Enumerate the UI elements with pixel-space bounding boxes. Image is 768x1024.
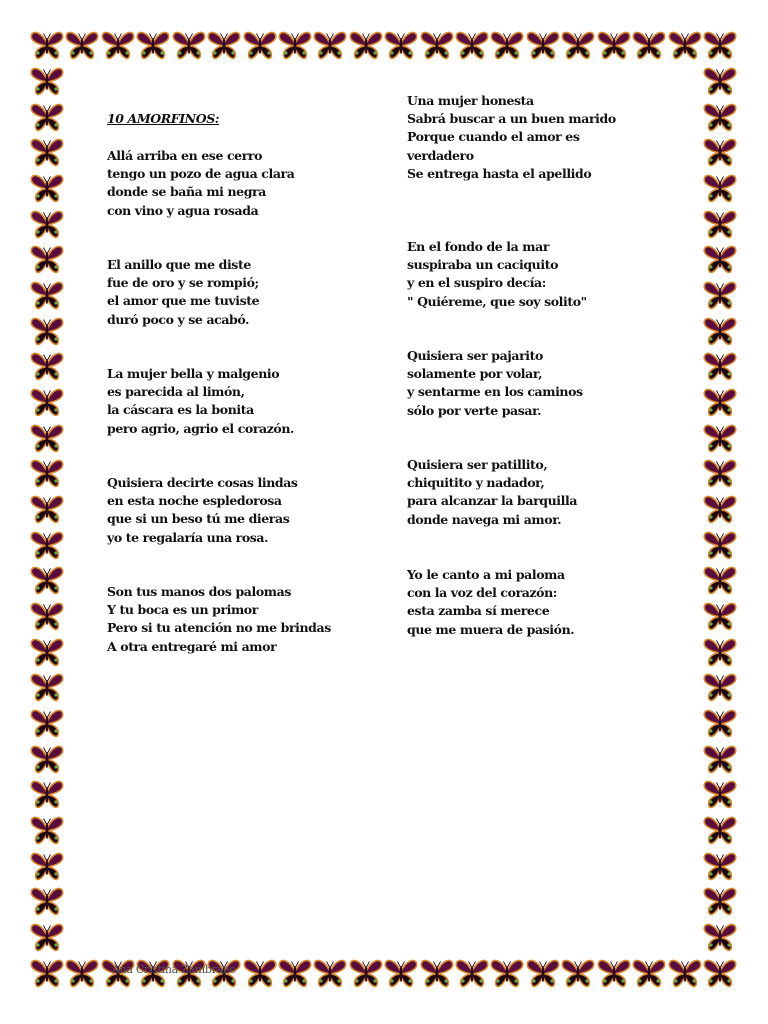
stanza: [407, 238, 587, 311]
butterfly-icon: [703, 495, 737, 525]
butterfly-icon: [703, 531, 737, 561]
butterfly-icon: [30, 388, 64, 418]
verse-line: Allá arriba en ese cerro: [107, 148, 263, 163]
verse-line: Y tu boca es un primor: [107, 602, 258, 618]
butterfly-icon: [703, 459, 737, 489]
butterfly-icon: [384, 31, 418, 61]
butterfly-icon: [455, 959, 489, 989]
butterfly-icon: [668, 31, 702, 61]
verse-line: " Quiéreme, que soy solito": [407, 293, 587, 309]
stanza: [107, 583, 331, 656]
butterfly-icon: [703, 174, 737, 204]
stanza: [407, 566, 574, 639]
verse-line: duró poco y se acabó.: [107, 311, 250, 327]
verse-line: donde se baña mi negra: [107, 184, 266, 200]
butterfly-icon: [243, 959, 277, 989]
stanza: [107, 365, 294, 438]
verse-line: A otra entregaré mi amor: [107, 638, 277, 654]
butterfly-icon: [703, 281, 737, 311]
verse-line: Son tus manos dos palomas: [107, 584, 291, 599]
stanza: [107, 147, 294, 220]
verse-line: Quisiera decirte cosas lindas: [107, 475, 298, 490]
butterfly-icon: [420, 959, 454, 989]
butterfly-icon: [30, 531, 64, 561]
verse-line: yo te regalaría una rosa.: [107, 529, 269, 545]
verse-line: fue de oro y se rompió;: [107, 275, 259, 291]
butterfly-icon: [278, 31, 312, 61]
butterfly-icon: [597, 31, 631, 61]
butterfly-icon: [30, 709, 64, 739]
butterfly-icon: [384, 959, 418, 989]
verse-line: verdadero: [407, 147, 474, 163]
butterfly-icon: [703, 852, 737, 882]
butterfly-icon: [703, 816, 737, 846]
butterfly-icon: [703, 317, 737, 347]
butterfly-icon: [703, 780, 737, 810]
verse-line: Se entrega hasta el apellido: [407, 165, 592, 181]
butterfly-icon: [703, 31, 737, 61]
verse-line: la cáscara es la bonita: [107, 402, 254, 418]
butterfly-icon: [703, 388, 737, 418]
butterfly-icon: [703, 210, 737, 240]
butterfly-icon: [349, 959, 383, 989]
butterfly-icon: [703, 245, 737, 275]
verse-line: que me muera de pasión.: [407, 621, 575, 637]
butterfly-icon: [207, 31, 241, 61]
verse-line: Porque cuando el amor es: [407, 129, 580, 145]
verse-line: donde navega mi amor.: [407, 511, 562, 527]
butterfly-icon: [172, 31, 206, 61]
butterfly-icon: [30, 887, 64, 917]
verse-line: y sentarme en los caminos: [407, 384, 583, 400]
stanza: [407, 347, 583, 420]
verse-line: y en el suspiro decía:: [407, 275, 546, 291]
footer-note: Ana Cristina Zambrano: [112, 963, 236, 976]
butterfly-icon: [30, 638, 64, 668]
butterfly-icon: [30, 103, 64, 133]
butterfly-icon: [455, 31, 489, 61]
butterfly-icon: [30, 780, 64, 810]
verse-line: el amor que me tuviste: [107, 293, 260, 309]
verse-line: tengo un pozo de agua clara: [107, 166, 295, 182]
verse-line: Yo le canto a mi paloma: [407, 567, 565, 582]
butterfly-icon: [30, 459, 64, 489]
butterfly-icon: [30, 67, 64, 97]
butterfly-icon: [30, 245, 64, 275]
butterfly-icon: [243, 31, 277, 61]
butterfly-icon: [526, 31, 560, 61]
butterfly-icon: [136, 31, 170, 61]
butterfly-icon: [703, 709, 737, 739]
verse-line: pero agrio, agrio el corazón.: [107, 420, 295, 436]
verse-line: Quisiera ser patillito,: [407, 457, 548, 472]
butterfly-icon: [703, 103, 737, 133]
verse-line: es parecida al limón,: [107, 384, 245, 400]
verse-line: suspiraba un caciquito: [407, 257, 559, 273]
butterfly-icon: [278, 959, 312, 989]
butterfly-icon: [30, 210, 64, 240]
butterfly-icon: [313, 31, 347, 61]
verse-line: esta zamba sí merece: [407, 603, 550, 619]
butterfly-icon: [490, 31, 524, 61]
butterfly-icon: [30, 495, 64, 525]
butterfly-icon: [30, 923, 64, 953]
verse-line: Quisiera ser pajarito: [407, 348, 543, 363]
butterfly-icon: [65, 959, 99, 989]
poem-title: 10 AMORFINOS:: [107, 111, 220, 126]
butterfly-icon: [30, 816, 64, 846]
butterfly-icon: [703, 673, 737, 703]
butterfly-icon: [30, 602, 64, 632]
verse-line: Pero si tu atención no me brindas: [107, 620, 331, 636]
butterfly-icon: [30, 317, 64, 347]
stanza: [407, 92, 616, 183]
butterfly-icon: [703, 887, 737, 917]
butterfly-icon: [526, 959, 560, 989]
verse-line: sólo por verte pasar.: [407, 402, 542, 418]
verse-line: chiquitito y nadador,: [407, 475, 545, 491]
butterfly-icon: [30, 281, 64, 311]
verse-line: Una mujer honesta: [407, 93, 534, 108]
butterfly-icon: [490, 959, 524, 989]
butterfly-icon: [703, 424, 737, 454]
butterfly-icon: [703, 138, 737, 168]
butterfly-icon: [561, 959, 595, 989]
butterfly-icon: [30, 138, 64, 168]
butterfly-icon: [420, 31, 454, 61]
verse-line: con vino y agua rosada: [107, 202, 259, 218]
butterfly-icon: [703, 959, 737, 989]
butterfly-icon: [65, 31, 99, 61]
butterfly-icon: [561, 31, 595, 61]
butterfly-icon: [30, 31, 64, 61]
butterfly-icon: [30, 959, 64, 989]
butterfly-icon: [30, 424, 64, 454]
butterfly-icon: [30, 352, 64, 382]
butterfly-icon: [30, 852, 64, 882]
butterfly-icon: [30, 745, 64, 775]
stanza: [107, 474, 298, 547]
butterfly-icon: [703, 602, 737, 632]
butterfly-icon: [632, 31, 666, 61]
butterfly-icon: [703, 566, 737, 596]
verse-line: con la voz del corazón:: [407, 585, 558, 601]
verse-line: solamente por volar,: [407, 366, 543, 382]
verse-line: que si un beso tú me dieras: [107, 511, 290, 527]
butterfly-icon: [30, 673, 64, 703]
verse-line: para alcanzar la barquilla: [407, 493, 578, 509]
butterfly-icon: [597, 959, 631, 989]
butterfly-icon: [703, 352, 737, 382]
butterfly-icon: [632, 959, 666, 989]
butterfly-icon: [703, 67, 737, 97]
butterfly-icon: [101, 31, 135, 61]
butterfly-icon: [30, 566, 64, 596]
verse-line: en esta noche espledorosa: [107, 493, 282, 509]
verse-line: En el fondo de la mar: [407, 239, 550, 254]
verse-line: La mujer bella y malgenio: [107, 366, 280, 381]
stanza: [107, 256, 259, 329]
butterfly-icon: [703, 745, 737, 775]
butterfly-icon: [703, 638, 737, 668]
butterfly-icon: [313, 959, 347, 989]
verse-line: Sabrá buscar a un buen marido: [407, 111, 616, 127]
stanza: [407, 456, 577, 529]
butterfly-icon: [703, 923, 737, 953]
butterfly-icon: [30, 174, 64, 204]
verse-line: El anillo que me diste: [107, 257, 251, 272]
butterfly-icon: [668, 959, 702, 989]
butterfly-icon: [349, 31, 383, 61]
